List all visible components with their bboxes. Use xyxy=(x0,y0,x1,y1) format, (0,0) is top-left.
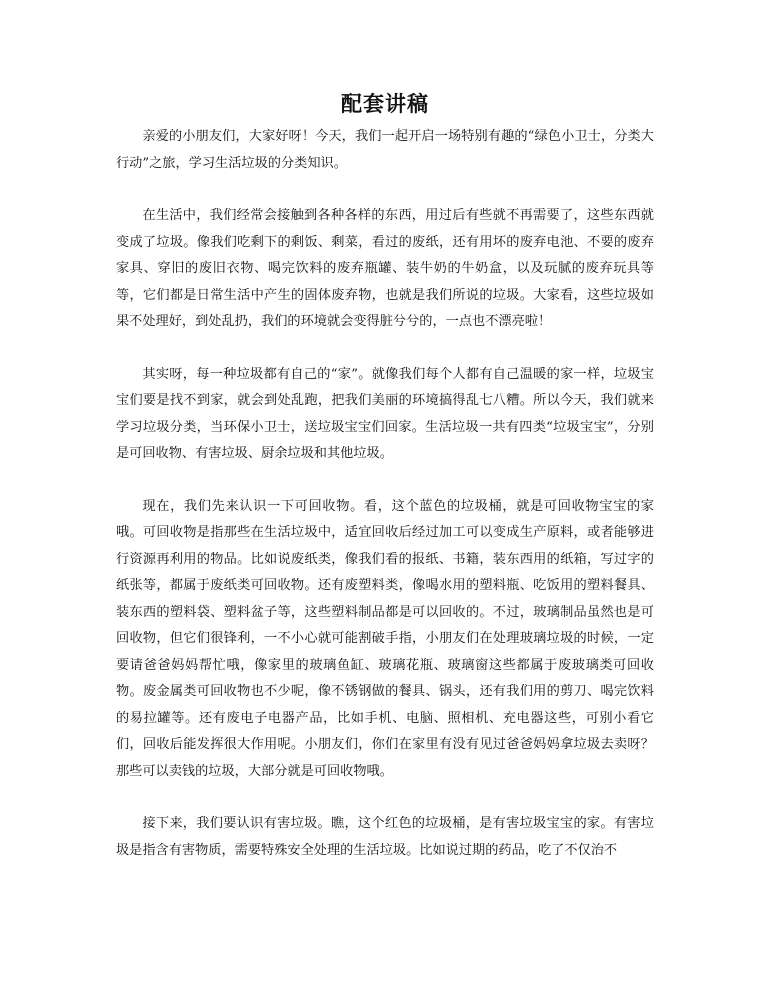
paragraph-what-is-garbage: 在生活中，我们经常会接触到各种各样的东西，用过后有些就不再需要了，这些东西就变成了垃圾。像我们吃剩下的剩饭、剩菜，看过的废纸，还有用坏的废弃电池、不要的废弃家具、穿旧的废旧衣物、喝完饮料的废弃瓶罐、装牛奶的牛奶盒，以及玩腻的废弃玩具等等，它们都是日常生活中产生的固体废弃物，也就是我们所说的垃圾。大家看，这些垃圾如果不处理好，到处乱扔，我们的环境就会变得脏兮兮的，一点也不漂亮啦！ xyxy=(116,208,654,329)
document-body xyxy=(116,124,654,890)
paragraph-hazardous-waste: 接下来，我们要认识有害垃圾。瞧，这个红色的垃圾桶，是有害垃圾宝宝的家。有害垃圾是指含有害物质，需要特殊安全处理的生活垃圾。比如说过期的药品，吃了不仅治不 xyxy=(116,816,654,858)
page-title: 配套讲稿 xyxy=(341,91,429,116)
paragraph-four-categories: 其实呀，每一种垃圾都有自己的“家”。就像我们每个人都有自己温暖的家一样，垃圾宝宝们要是找不到家，就会到处乱跑，把我们美丽的环境搞得乱七八糟。所以今天，我们就来学习垃圾分类，当环保小卫士，送垃圾宝宝们回家。生活垃圾一共有四类“垃圾宝宝”，分别是可回收物、有害垃圾、厨余垃圾和其他垃圾。 xyxy=(116,366,654,461)
paragraph-intro: 亲爱的小朋友们，大家好呀！今天，我们一起开启一场特别有趣的“绿色小卫士，分类大行动”之旅，学习生活垃圾的分类知识。 xyxy=(116,129,654,171)
paragraph-recyclables: 现在，我们先来认识一下可回收物。看，这个蓝色的垃圾桶，就是可回收物宝宝的家哦。可回收物是指那些在生活垃圾中，适宜回收后经过加工可以变成生产原料，或者能够进行资源再利用的物品。比如说废纸类，像我们看的报纸、书籍，装东西用的纸箱，写过字的纸张等，都属于废纸类可回收物。还有废塑料类，像喝水用的塑料瓶、吃饭用的塑料餐具、装东西的塑料袋、塑料盆子等，这些塑料制品都是可以回收的。不过，玻璃制品虽然也是可回收物，但它们很锋利，一不小心就可能割破手指，小朋友们在处理玻璃垃圾的时候，一定要请爸爸妈妈帮忙哦，像家里的玻璃鱼缸、玻璃花瓶、玻璃窗这些都属于废玻璃类可回收物。废金属类可回收物也不少呢，像不锈钢做的餐具、锅头，还有我们用的剪刀、喝完饮料的易拉罐等。还有废电子电器产品，比如手机、电脑、照相机、充电器这些，可别小看它们，回收后能发挥很大作用呢。小朋友们，你们在家里有没有见过爸爸妈妈拿垃圾去卖呀？那些可以卖钱的垃圾，大部分就是可回收物哦。 xyxy=(116,498,654,779)
